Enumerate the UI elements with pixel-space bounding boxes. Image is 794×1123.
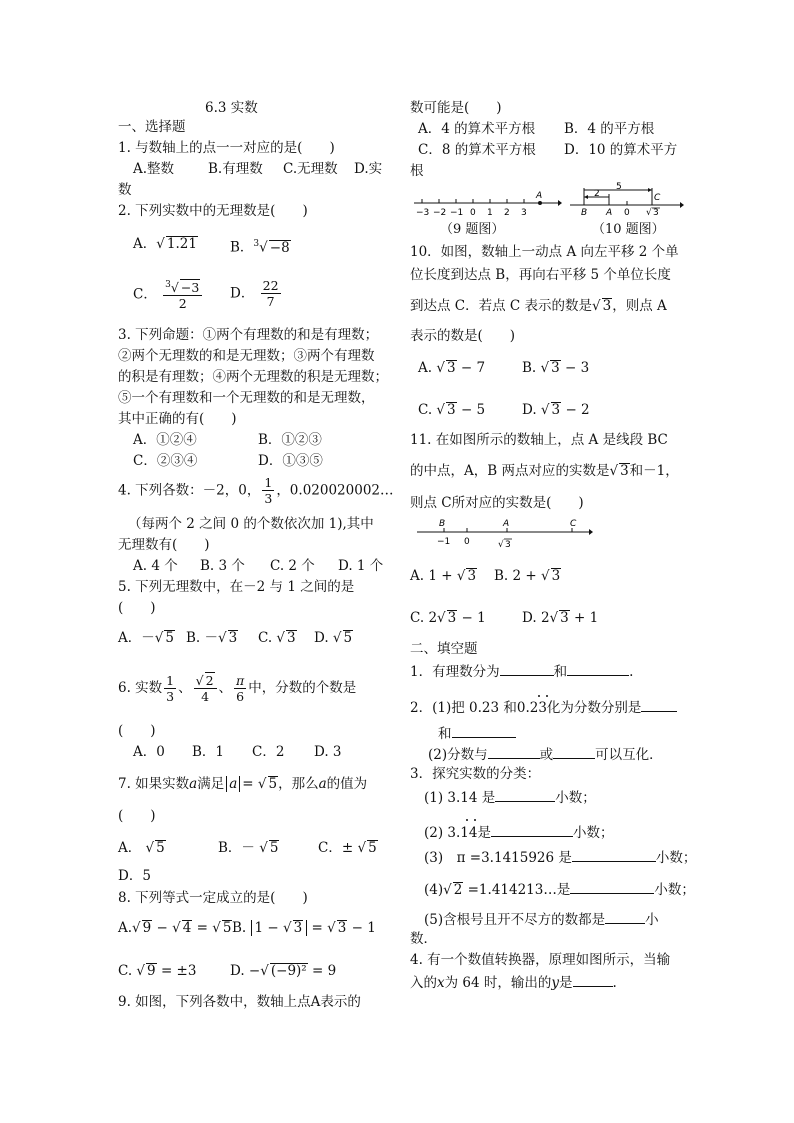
q1-option-d: D.实 <box>354 161 383 177</box>
figure-11-number-line <box>415 514 595 554</box>
q1-option-d-wrap: 数 <box>118 182 132 198</box>
figure-10-label-a: A <box>606 208 613 218</box>
q3-option-a: A．①②④ <box>133 432 197 448</box>
q5-option-a: A．－√ 5 <box>118 630 174 646</box>
question-6-line-2: ( ) <box>118 723 156 739</box>
figure-10-distance-5: 5 <box>616 182 622 192</box>
question-9: 9. 如图，下列各数中，数轴上点A表示的 <box>118 994 361 1010</box>
q2-option-a: A．√ 1.21 <box>133 236 197 252</box>
question-2: 2. 下列实数中的无理数是( ) <box>118 203 308 219</box>
q9-option-b: B．4 的平方根 <box>564 121 655 137</box>
q4-option-b: B. 3 个 <box>200 558 245 574</box>
figure-9-tick-label: −1 <box>450 208 464 218</box>
q6-option-b: B．1 <box>192 744 225 760</box>
figure-9-point-label: A <box>536 191 543 201</box>
question-4-line-2: （每两个 2 之间 0 的个数依次加 1),其中 <box>128 516 374 532</box>
fill-question-3-3: (3) π =3.1415926 是 小数； <box>424 850 697 866</box>
q10-option-b: B. √ 3 − 3 <box>522 360 590 376</box>
blank-2a <box>641 698 677 712</box>
figure-11-sqrt-symbol: √ <box>498 540 504 550</box>
figure-11-label-c: C <box>570 519 577 529</box>
fill-question-3: 3．探究实数的分类： <box>410 766 541 782</box>
q3-option-c: C．②③④ <box>133 453 198 469</box>
question-3-line-2: ②两个无理数的和是无理数；③两个有理数 <box>118 348 375 364</box>
q10-option-d: D. √ 3 − 2 <box>522 402 590 418</box>
blank-3-3 <box>572 848 656 862</box>
question-10-line-4: 表示的数是( ) <box>410 328 516 344</box>
figure-11-label-b: B <box>439 519 446 529</box>
q10-option-c: C. √ 3 − 5 <box>418 402 486 418</box>
q8-option-b: B. 1 − √ 3 = √ 3 − 1 <box>232 920 376 936</box>
q6-option-a: A．0 <box>133 744 165 760</box>
q10-option-a: A. √ 3 − 7 <box>418 360 486 376</box>
q5-option-d: D. √ 5 <box>314 630 353 646</box>
blank-3-5 <box>605 910 645 924</box>
fill-question-3-4: (4)√ 2 =1.414213…是 小数； <box>424 882 695 898</box>
q7-option-c: C．± √ 5 <box>318 840 377 856</box>
question-11-line-3: 则点 C所对应的实数是( ) <box>410 495 584 511</box>
fill-question-4: 4. 有一个数值转换器，原理如图所示，当输 <box>410 952 671 968</box>
question-9-line-2: 数可能是( ) <box>410 100 502 116</box>
q3-option-b: B．①②③ <box>258 432 322 448</box>
figure-10-number-line <box>568 180 686 220</box>
question-5-line-2: ( ) <box>118 600 156 616</box>
q4-option-d: D. 1 个 <box>338 558 384 574</box>
figure-9-ticks <box>416 199 527 218</box>
q8-option-a: A.√ 9 − √ 4 = √ 5 <box>118 920 232 936</box>
figure-11-tick-neg1: −1 <box>437 537 451 547</box>
repeating-dots-2 <box>452 817 482 823</box>
question-3-line-3: 的积是有理数；④两个无理数的积是无理数； <box>118 369 388 385</box>
question-4-line-3: 无理数有( ) <box>118 537 210 553</box>
section-heading: 一、选择题 <box>118 119 186 135</box>
figure-10-sqrt-symbol: √ <box>646 208 652 218</box>
figure-9-point-a <box>538 201 542 205</box>
figure-9-tick-label: 0 <box>470 208 476 218</box>
figure-11-label-a: A <box>503 519 510 529</box>
section-heading-2: 二、填空题 <box>410 641 478 657</box>
figure-11-sqrt-value: 3 <box>505 540 511 550</box>
q8-option-c: C. √ 9 = ±3 <box>118 963 197 979</box>
q11-option-a: A. 1 + √ 3 <box>410 568 477 584</box>
question-10-line-2: 位长度到达点 B，再向右平移 5 个单位长度 <box>410 267 671 283</box>
figure-9-number-line <box>412 188 562 224</box>
q1-option-a: A.整数 <box>133 161 175 177</box>
figure-9-tick-label: −3 <box>416 208 430 218</box>
blank-3-1 <box>495 788 555 802</box>
q6-option-c: C．2 <box>252 744 285 760</box>
q9-option-d-wrap: 根 <box>410 163 424 179</box>
figure-10-label-c: C <box>654 193 661 203</box>
question-4: 4. 下列各数：－2，0， $\frac{1}{3}$ ，0.020020002… <box>118 475 394 506</box>
page-title: 6.3 实数 <box>205 100 258 116</box>
figure-10-caption: （10 题图） <box>592 222 665 237</box>
q11-option-c: C. 2√ 3 − 1 <box>410 610 486 626</box>
q4-option-c: C. 2 个 <box>270 558 315 574</box>
q7-option-a: A． √ 5 <box>118 840 165 856</box>
question-3-line-1: 3. 下列命题：①两个有理数的和是有理数； <box>118 327 379 343</box>
q11-option-b: B. 2 + √ 3 <box>494 568 561 584</box>
q5-option-c: C. √ 3 <box>258 630 296 646</box>
question-3-line-5: 其中正确的有( ) <box>118 411 237 427</box>
question-11-line-1: 11. 在如图所示的数轴上，点 A 是线段 BC <box>410 432 668 448</box>
q2-option-b: B．$^3$√ −8 <box>230 239 290 256</box>
blank-1b <box>567 662 629 676</box>
q2-b-radicand: −8 <box>269 239 290 256</box>
figure-9-tick-label: 3 <box>521 208 527 218</box>
fill-question-2-line-3: (2)分数与 或 可以互化． <box>428 747 663 763</box>
q3-option-d: D．①③⑤ <box>258 453 323 469</box>
fill-question-2-line-2: 和 <box>438 724 516 742</box>
blank-3-2 <box>491 823 573 837</box>
figure-9-tick-label: 2 <box>504 208 510 218</box>
figure-10-label-b: B <box>581 208 588 218</box>
figure-9-tick-label: −2 <box>433 208 447 218</box>
figure-10-sqrt-value: 3 <box>653 208 659 218</box>
question-6: 6. 实数 $\frac{1}{3}$ 、 $\frac{√ 2}{4}$ 、 $\frac{\pi}{6}$ 中，分数的个数是 <box>118 672 357 704</box>
fill-question-3-5-wrap: 数． <box>410 931 437 947</box>
question-7: 7. 如果实数a满足 a = √ 5，那么a的值为 <box>118 776 368 792</box>
q6-option-d: D. 3 <box>314 744 342 760</box>
q4-option-a: A. 4 个 <box>133 558 178 574</box>
q9-option-d: D．10 的算术平方 <box>564 142 678 158</box>
repeating-dots <box>526 693 556 699</box>
question-8: 8. 下列等式一定成立的是( ) <box>118 890 308 906</box>
question-10-line-3: 到达点 C．若点 C 表示的数是√ 3，则点 A <box>410 298 667 314</box>
fill-question-3-1: (1) 3.14 是 小数； <box>424 790 596 806</box>
blank-3-4 <box>570 880 654 894</box>
q1-option-b: B.有理数 <box>208 161 263 177</box>
q1-option-c: C.无理数 <box>283 161 338 177</box>
q9-option-c: C．8 的算术平方根 <box>418 142 536 158</box>
figure-9-tick-label: 1 <box>487 208 493 218</box>
figure-10-distance-2: 2 <box>594 189 600 199</box>
figure-11-tick-0: 0 <box>464 537 470 547</box>
blank-1a <box>500 662 554 676</box>
q5-option-b: B. －√ 3 <box>186 630 238 646</box>
question-5: 5. 下列无理数中，在－2 与 1 之间的是 <box>118 579 355 595</box>
q7-option-d: D．5 <box>118 868 151 884</box>
blank-2c <box>488 745 540 759</box>
q2-option-d: D． $\frac{22}{7}$ <box>230 278 279 309</box>
q2-a-radicand: 1.21 <box>166 236 197 252</box>
fill-question-3-5: (5)含根号且开不尽方的数都是 小 <box>424 912 659 928</box>
q9-option-a: A．4 的算术平方根 <box>418 121 536 137</box>
fill-question-1: 1．有理数分为 和 . <box>410 664 634 680</box>
figure-10-label-0: 0 <box>624 208 630 218</box>
q11-option-d: D. 2√ 3 + 1 <box>522 610 599 626</box>
blank-4 <box>573 973 613 987</box>
question-10-line-1: 10．如图，数轴上一动点 A 向左平移 2 个单 <box>410 244 679 260</box>
fill-question-4-line-2: 入的x为 64 时，输出的y是 . <box>410 975 617 991</box>
figure-9-caption: （9 题图） <box>440 222 505 237</box>
q7-option-b: B．－ √ 5 <box>218 840 279 856</box>
q8-option-d: D. −√ (−9)² = 9 <box>230 963 337 979</box>
blank-2d <box>553 745 595 759</box>
question-7-line-2: ( ) <box>118 808 156 824</box>
question-11-line-2: 的中点，A，B 两点对应的实数是√ 3和－1， <box>410 463 679 479</box>
question-1: 1. 与数轴上的点一一对应的是( ) <box>118 140 335 156</box>
fill-question-2: 2．(1)把 0.23 和0.23化为分数分别是 <box>410 698 677 716</box>
blank-2b <box>452 724 516 738</box>
fill-question-3-2: (2) 3.14是 小数； <box>424 825 614 841</box>
q2-option-c: C． $\frac{^3√ -3}{2}$ <box>133 278 204 311</box>
question-3-line-4: ⑤一个有理数和一个无理数的和是无理数， <box>118 390 375 406</box>
